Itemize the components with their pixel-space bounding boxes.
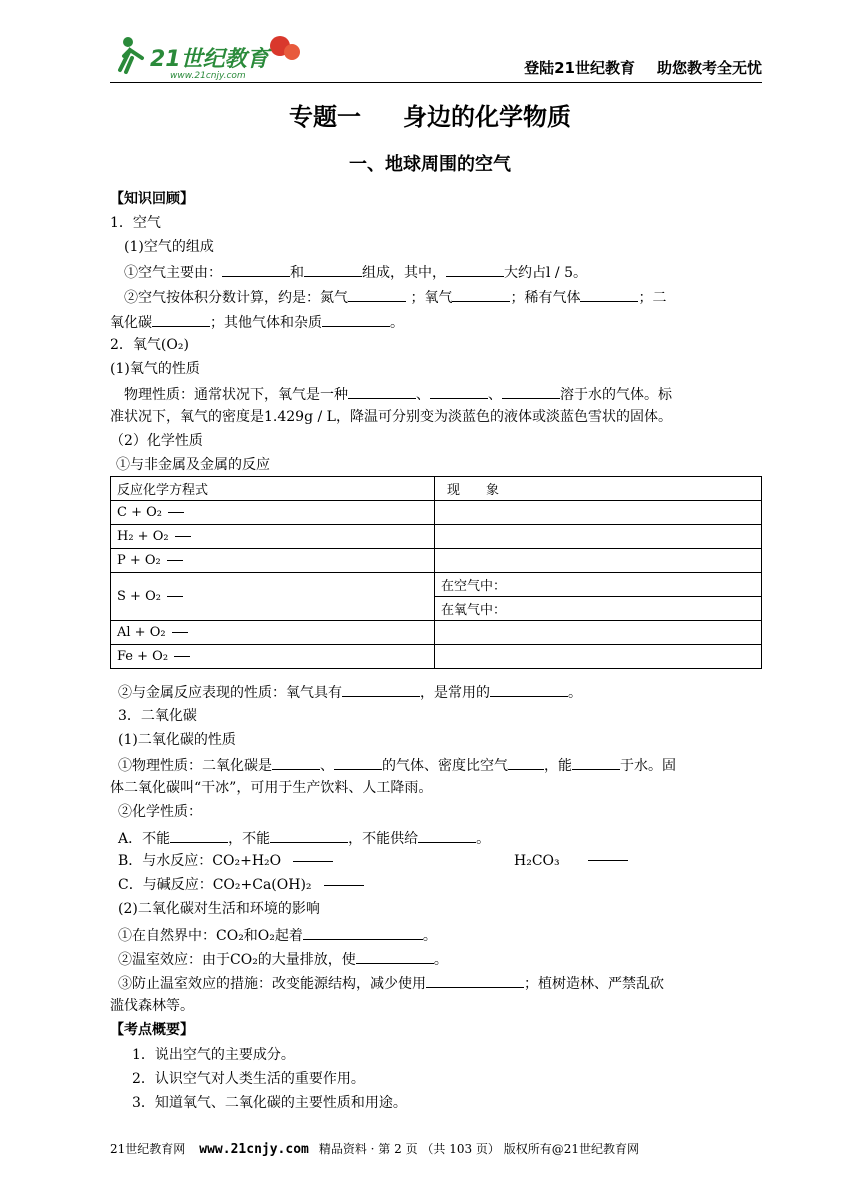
line: (1)空气的组成: [124, 239, 214, 255]
line: ①空气主要由： 和 组成，其中， 大约占l / 5。: [124, 262, 774, 282]
site-logo: [110, 30, 310, 80]
line: 2．氧气(O₂): [110, 337, 189, 353]
svg-text:21世纪教育: 21世纪教育: [150, 47, 269, 72]
line: 体二氧化碳叫“干冰”，可用于生产饮料、人工降雨。: [110, 780, 433, 796]
page-title: 专题一 身边的化学物质: [289, 103, 571, 131]
line: A．不能 ，不能 ，不能供给 。: [118, 828, 768, 848]
list-item: 2．认识空气对人类生活的重要作用。: [132, 1071, 365, 1087]
line: (1)氧气的性质: [110, 361, 200, 377]
line: 1．空气: [110, 215, 161, 231]
table-row: Al + O₂: [111, 621, 762, 645]
page-footer: 21世纪教育网 www.21cnjy.com 精品资料 · 第 2 页 （共 103 页） 版权所有@21世纪教育网: [110, 1142, 639, 1157]
line: ②化学性质：: [118, 804, 202, 820]
line: (1)二氧化碳的性质: [118, 732, 236, 748]
line: ②与金属反应表现的性质：氧气具有 ，是常用的 。: [118, 682, 768, 702]
table-header: 现 象: [435, 477, 762, 501]
line: 物理性质：通常状况下，氧气是一种 、 、 溶于水的气体。标: [124, 384, 774, 404]
header-slogan: 登陆21世纪教育 助您教考全无忧: [524, 59, 762, 77]
list-item: 1．说出空气的主要成分。: [132, 1047, 295, 1063]
line: ③防止温室效应的措施：改变能源结构，减少使用 ；植树造林、严禁乱砍: [118, 973, 768, 993]
table-row: P + O₂: [111, 549, 762, 573]
line: C．与碱反应：CO₂+Ca(OH)₂: [118, 876, 768, 894]
footer-url[interactable]: www.21cnjy.com: [199, 1142, 309, 1157]
reaction-table: [110, 476, 762, 669]
line: 滥伐森林等。: [110, 998, 194, 1014]
table-row: Fe + O₂: [111, 645, 762, 669]
line: B．与水反应：CO₂+H₂O H₂CO₃: [118, 852, 768, 870]
line: (2)二氧化碳对生活和环境的影响: [118, 901, 320, 917]
list-item: 3．知道氧气、二氧化碳的主要性质和用途。: [132, 1095, 407, 1111]
table-row: S + O₂ 在空气中：: [111, 573, 762, 597]
table-row: 在氧气中：: [111, 597, 762, 621]
line: ②温室效应：由于CO₂的大量排放，使 。: [118, 949, 768, 969]
table-header: 反应化学方程式: [111, 477, 435, 501]
line: ①与非金属及金属的反应: [116, 457, 270, 473]
svg-text:www.21cnjy.com: www.21cnjy.com: [170, 71, 246, 80]
line: ②空气按体积分数计算，约是：氮气 ；氧气 ；稀有气体 ；二: [124, 287, 774, 307]
section-title: 一、地球周围的空气: [349, 154, 511, 175]
table-row: H₂ + O₂: [111, 525, 762, 549]
line: 3．二氧化碳: [118, 708, 197, 724]
heading-review: 【知识回顾】: [110, 191, 194, 207]
line: （2）化学性质: [110, 433, 203, 449]
line: ①物理性质：二氧化碳是 、 的气体、密度比空气 ，能 于水。固: [118, 755, 768, 775]
line: 氧化碳 ；其他气体和杂质 。: [110, 312, 760, 332]
table-row: C + O₂: [111, 501, 762, 525]
page-header: [110, 30, 762, 83]
line: ①在自然界中：CO₂和O₂起着 。: [118, 925, 768, 945]
heading-outline: 【考点概要】: [110, 1022, 194, 1038]
table-header-row: [111, 477, 762, 501]
line: 准状况下，氧气的密度是1.429g / L，降温可分别变为淡蓝色的液体或淡蓝色雪状的固体。: [110, 409, 672, 425]
